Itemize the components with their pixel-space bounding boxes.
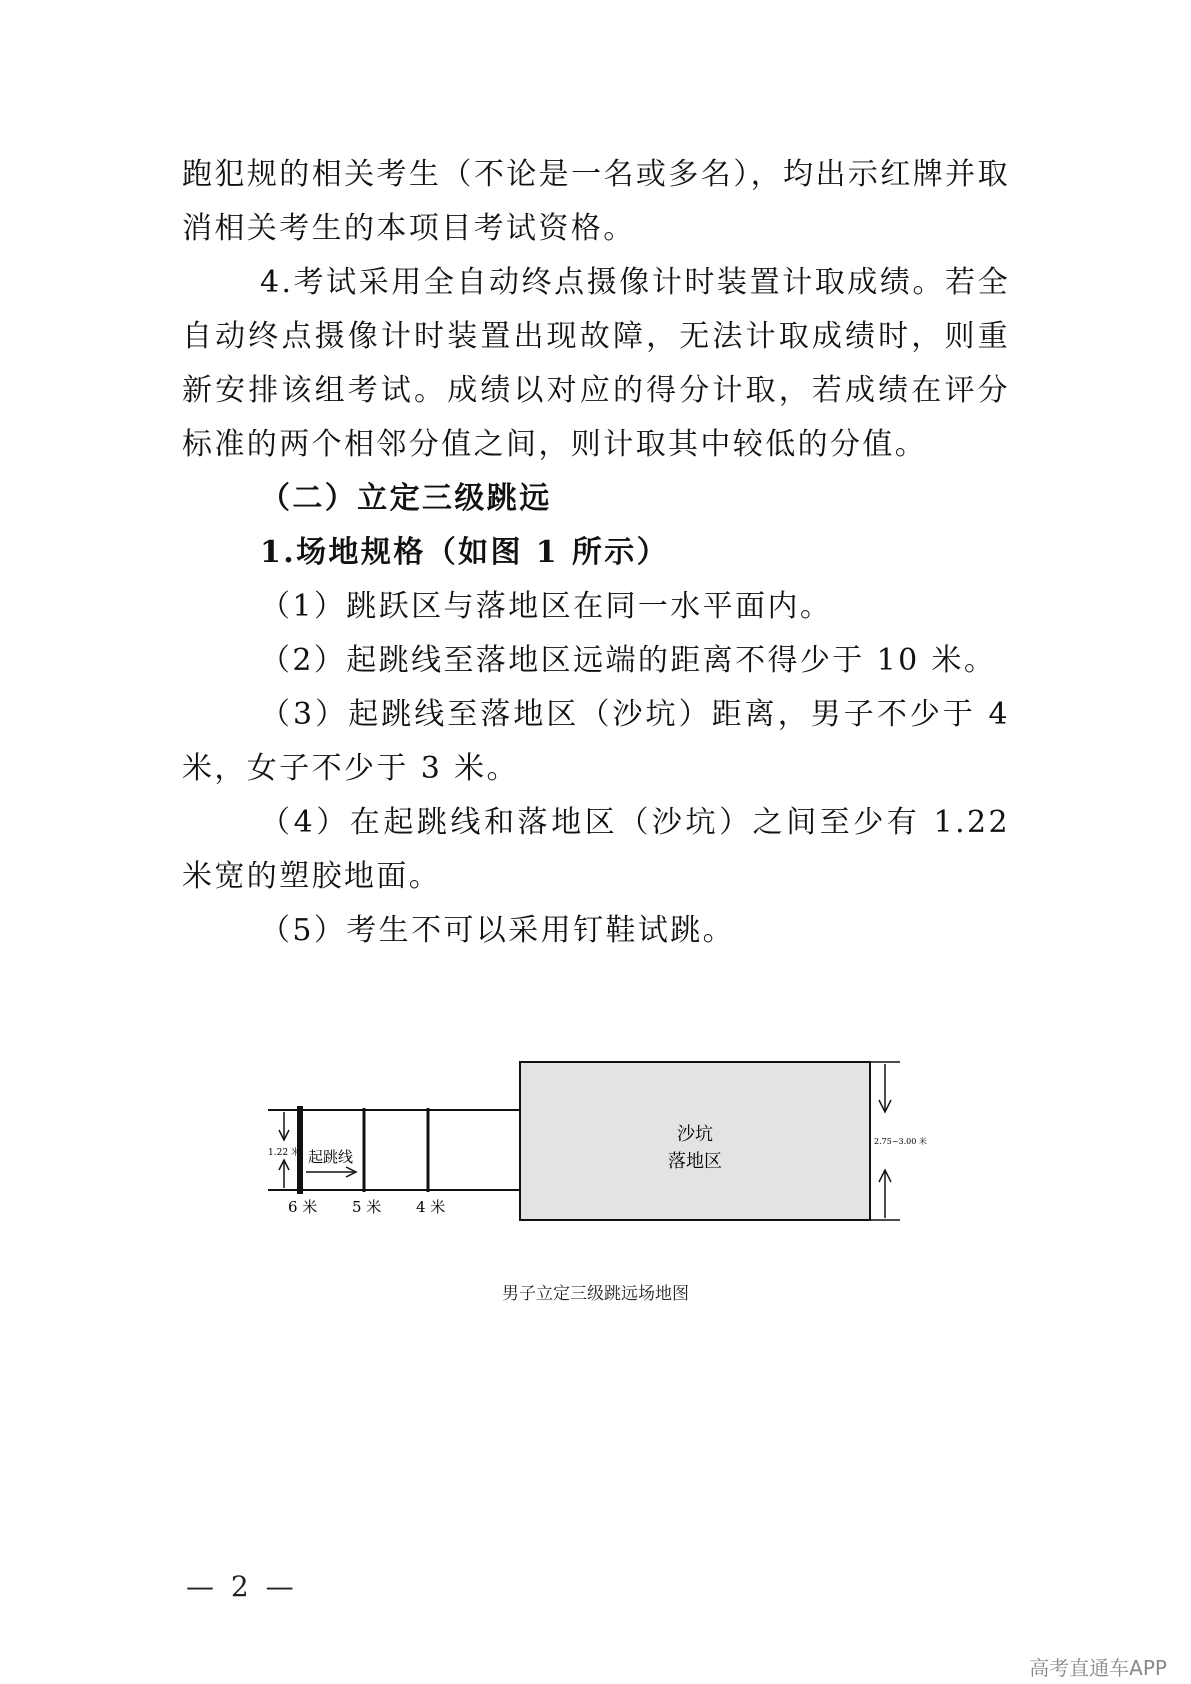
paragraph-continuation: 跑犯规的相关考生（不论是一名或多名），均出示红牌并取消相关考生的本项目考试资格。 [182,157,1010,246]
distance-label-6m: 6 米 [288,1198,318,1216]
distance-label-5m: 5 米 [352,1198,382,1216]
distance-label-4m: 4 米 [416,1198,446,1216]
document-body [182,148,1010,958]
field-diagram [258,1062,927,1242]
pit-label-landing: 落地区 [668,1151,722,1172]
pit-label-sand: 沙坑 [677,1124,713,1145]
rule-3: （3）起跳线至落地区（沙坑）距离，男子不少于 4 米，女子不少于 3 米。 [182,697,1010,786]
field-diagram-svg [258,1062,927,1242]
figure-caption: 男子立定三级跳远场地图 [502,1284,689,1304]
rule-1: （1）跳跃区与落地区在同一水平面内。 [260,589,833,624]
page-number: — 2 — [186,1570,298,1603]
paragraph-timing: 4.考试采用全自动终点摄像计时装置计取成绩。若全自动终点摄像计时装置出现故障，无法计取成绩时，则重新安排该组考试。成绩以对应的得分计取，若成绩在评分标准的两个相邻分值之间，则计取其中较低的分值。 [182,265,1010,462]
rule-4: （4）在起跳线和落地区（沙坑）之间至少有 1.22 米宽的塑胶地面。 [182,805,1010,894]
rule-2: （2）起跳线至落地区远端的距离不得少于 10 米。 [260,643,997,678]
subsection-heading: 1.场地规格（如图 1 所示） [260,535,670,570]
width-label: 1.22 米 [268,1148,300,1158]
takeoff-label: 起跳线 [308,1148,354,1166]
watermark: 高考直通车APP [1029,1656,1167,1680]
rule-5: （5）考生不可以采用钉鞋试跳。 [260,913,736,948]
pit-width-label: 2.75~3.00 米 [874,1137,927,1146]
section-heading: （二）立定三级跳远 [260,481,552,516]
